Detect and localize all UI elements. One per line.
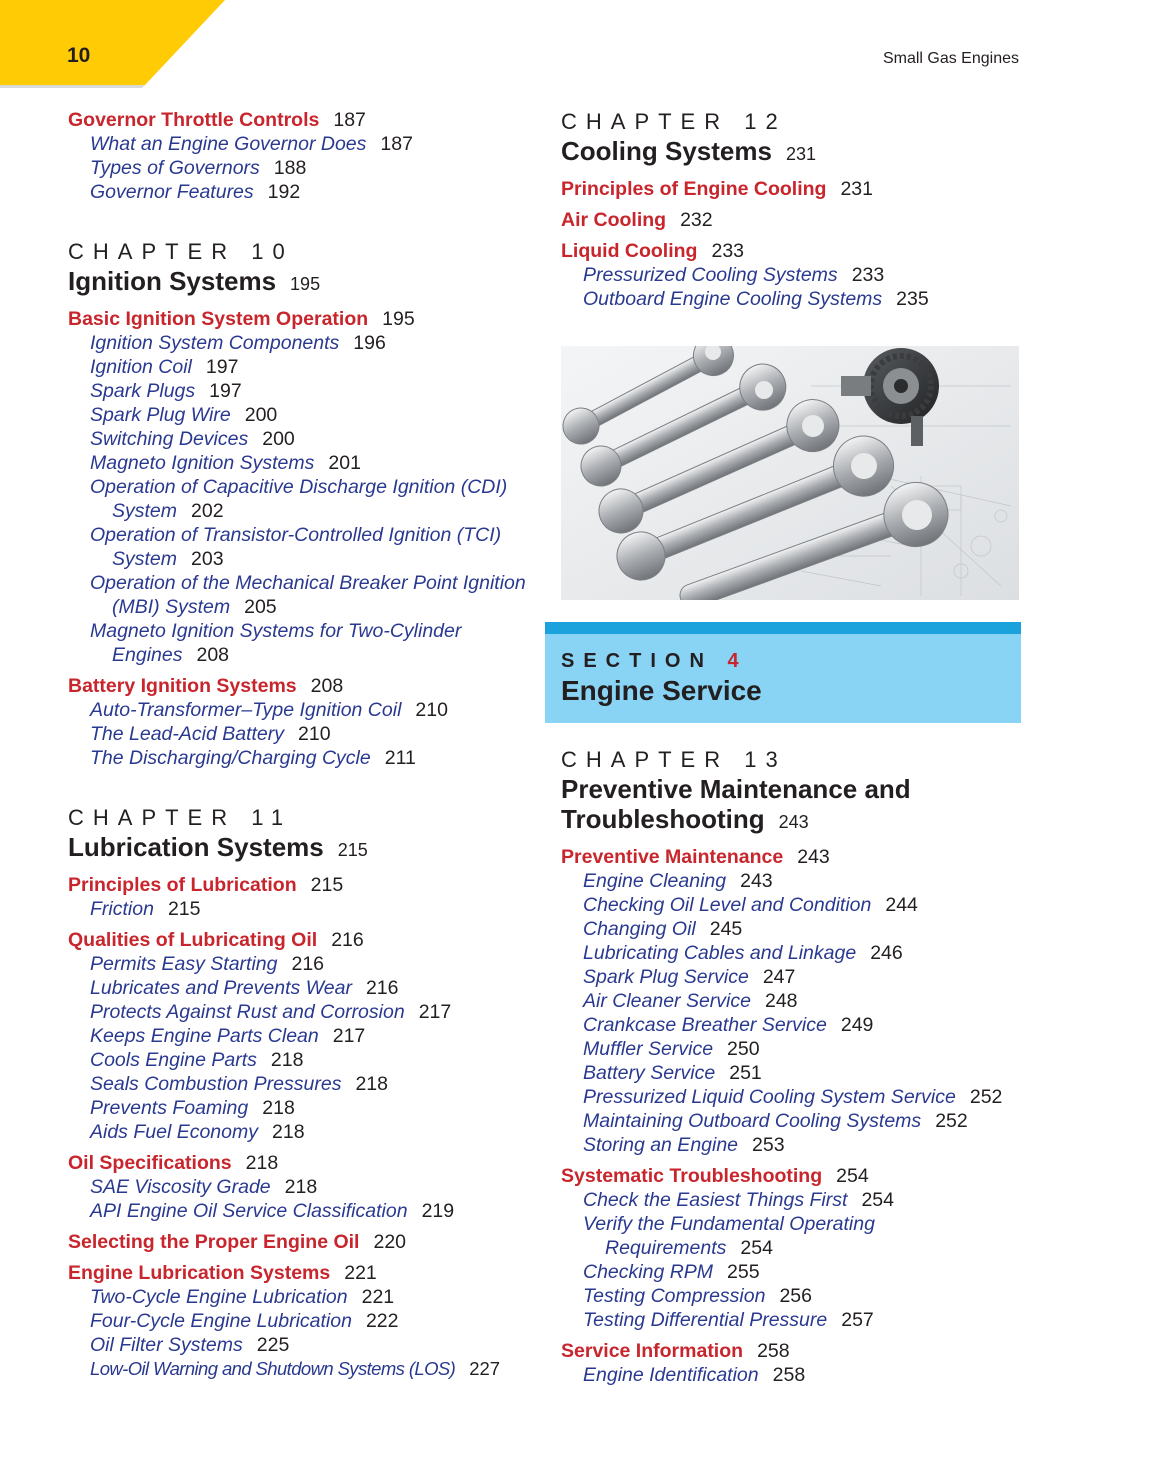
toc-section-battery-ignition: [68, 674, 538, 770]
toc-heading[interactable]: Qualities of Lubricating Oil 216: [68, 929, 364, 951]
toc-heading[interactable]: Basic Ignition System Operation 195: [68, 308, 415, 330]
toc-subheading[interactable]: Keeps Engine Parts Clean 217: [90, 1025, 366, 1047]
toc-section-service-information: [561, 1339, 1021, 1387]
toc-subheading[interactable]: Spark Plug Wire 200: [90, 404, 278, 426]
toc-section-qualities-oil: [68, 928, 538, 1144]
toc-subheading[interactable]: What an Engine Governor Does 187: [90, 133, 413, 155]
toc-subheading[interactable]: Checking RPM 255: [583, 1261, 760, 1283]
chapter-label: CHAPTER 13: [561, 747, 787, 772]
chapter-title[interactable]: Ignition Systems 195: [68, 266, 321, 296]
toc-heading[interactable]: Oil Specifications 218: [68, 1152, 279, 1174]
toc-section-principles-cooling: [561, 177, 1021, 201]
chapter-12-header: [561, 108, 1021, 169]
section-4-banner: [545, 622, 1021, 723]
page-number: 10: [67, 44, 91, 67]
corner-tab-graphic: [0, 0, 225, 90]
toc-subheading[interactable]: Protects Against Rust and Corrosion 217: [90, 1001, 452, 1023]
section-banner-line: [545, 622, 1021, 634]
toc-subheading[interactable]: Changing Oil 245: [583, 918, 743, 940]
toc-section-air-cooling: [561, 208, 1021, 232]
toc-section-oil-specifications: [68, 1151, 538, 1223]
toc-section-systematic-troubleshooting: [561, 1164, 1021, 1332]
toc-subheading[interactable]: Switching Devices 200: [90, 428, 295, 450]
toc-subheading[interactable]: The Lead-Acid Battery 210: [90, 723, 331, 745]
toc-subheading[interactable]: Check the Easiest Things First 254: [583, 1189, 894, 1211]
toc-subheading[interactable]: Four-Cycle Engine Lubrication 222: [90, 1310, 399, 1332]
toc-subheading[interactable]: Battery Service 251: [583, 1062, 762, 1084]
toc-right-column-bottom: [561, 746, 1021, 1394]
chapter-label: CHAPTER 12: [561, 109, 787, 134]
toc-subheading[interactable]: Crankcase Breather Service 249: [583, 1014, 874, 1036]
toc-subheading[interactable]: Oil Filter Systems 225: [90, 1334, 290, 1356]
toc-subheading[interactable]: Magneto Ignition Systems 201: [90, 452, 361, 474]
toc-heading[interactable]: Principles of Engine Cooling 231: [561, 178, 873, 200]
section-title[interactable]: Engine Service: [561, 675, 762, 706]
chapter-label: CHAPTER 11: [68, 805, 293, 830]
toc-subheading[interactable]: The Discharging/Charging Cycle 211: [90, 747, 416, 769]
chapter-11-header: [68, 804, 538, 865]
toc-subheading[interactable]: Pressurized Cooling Systems 233: [583, 264, 885, 286]
toc-subheading[interactable]: Verify the Fundamental Operating Requirements 254: [583, 1213, 875, 1259]
toc-subheading[interactable]: Two-Cycle Engine Lubrication 221: [90, 1286, 395, 1308]
chapter-13-header: [561, 746, 1021, 837]
toc-subheading[interactable]: Ignition System Components 196: [90, 332, 386, 354]
toc-subheading[interactable]: Types of Governors 188: [90, 157, 307, 179]
toc-heading[interactable]: Principles of Lubrication 215: [68, 874, 344, 896]
toc-heading[interactable]: Air Cooling 232: [561, 209, 713, 231]
toc-subheading[interactable]: Operation of the Mechanical Breaker Point Ignition (MBI) System 205: [90, 572, 526, 618]
toc-subheading[interactable]: Storing an Engine 253: [583, 1134, 785, 1156]
toc-section-principles-lubrication: [68, 873, 538, 921]
chapter-label: CHAPTER 10: [68, 239, 294, 264]
toc-heading[interactable]: Engine Lubrication Systems 221: [68, 1262, 377, 1284]
toc-subheading[interactable]: Outboard Engine Cooling Systems 235: [583, 288, 929, 310]
toc-subheading[interactable]: Air Cleaner Service 248: [583, 990, 798, 1012]
toc-subheading[interactable]: Checking Oil Level and Condition 244: [583, 894, 918, 916]
toc-heading[interactable]: Liquid Cooling 233: [561, 240, 745, 262]
toc-subheading[interactable]: Prevents Foaming 218: [90, 1097, 295, 1119]
toc-subheading[interactable]: Testing Compression 256: [583, 1285, 812, 1307]
toc-subheading[interactable]: Engine Cleaning 243: [583, 870, 773, 892]
toc-subheading[interactable]: Muffler Service 250: [583, 1038, 760, 1060]
toc-subheading[interactable]: Low-Oil Warning and Shutdown Systems (LOS) 227: [90, 1358, 501, 1379]
toc-subheading[interactable]: Maintaining Outboard Cooling Systems 252: [583, 1110, 968, 1132]
chapter-title[interactable]: Lubrication Systems 215: [68, 832, 368, 862]
toc-subheading[interactable]: Governor Features 192: [90, 181, 301, 203]
toc-section-selecting-oil: [68, 1230, 538, 1254]
toc-subheading[interactable]: Spark Plug Service 247: [583, 966, 796, 988]
toc-section-lubrication-systems: [68, 1261, 538, 1381]
toc-subheading[interactable]: Lubricating Cables and Linkage 246: [583, 942, 903, 964]
toc-subheading[interactable]: Engine Identification 258: [583, 1364, 806, 1386]
toc-section-liquid-cooling: [561, 239, 1021, 311]
toc-section-governor: [68, 108, 538, 204]
toc-subheading[interactable]: Aids Fuel Economy 218: [90, 1121, 305, 1143]
chapter-title-line-1[interactable]: Preventive Maintenance and: [561, 774, 911, 804]
toc-right-column-top: [561, 108, 1021, 318]
section-label: SECTION 4: [561, 650, 748, 672]
toc-subheading[interactable]: Seals Combustion Pressures 218: [90, 1073, 388, 1095]
toc-subheading[interactable]: Ignition Coil 197: [90, 356, 239, 378]
toc-subheading[interactable]: Magneto Ignition Systems for Two-Cylinder Engines 208: [90, 620, 462, 666]
chapter-10-header: [68, 238, 538, 299]
toc-subheading[interactable]: Auto-Transformer–Type Ignition Coil 210: [90, 699, 448, 721]
toc-subheading[interactable]: API Engine Oil Service Classification 219: [90, 1200, 455, 1222]
toc-subheading[interactable]: Spark Plugs 197: [90, 380, 242, 402]
toc-subheading[interactable]: Cools Engine Parts 218: [90, 1049, 304, 1071]
toc-subheading[interactable]: Operation of Capacitive Discharge Ignition (CDI) System 202: [90, 476, 508, 522]
toc-subheading[interactable]: Permits Easy Starting 216: [90, 953, 325, 975]
toc-heading[interactable]: Service Information 258: [561, 1340, 790, 1362]
wrenches-and-gear-photo: [561, 346, 1019, 600]
toc-subheading[interactable]: SAE Viscosity Grade 218: [90, 1176, 318, 1198]
toc-subheading[interactable]: Pressurized Liquid Cooling System Service 252: [583, 1086, 1003, 1108]
chapter-title-line-2[interactable]: Troubleshooting 243: [561, 804, 809, 834]
toc-heading[interactable]: Preventive Maintenance 243: [561, 846, 830, 868]
toc-heading[interactable]: Governor Throttle Controls 187: [68, 109, 366, 131]
toc-heading[interactable]: Systematic Troubleshooting 254: [561, 1165, 869, 1187]
toc-subheading[interactable]: Lubricates and Prevents Wear 216: [90, 977, 399, 999]
chapter-title[interactable]: Cooling Systems 231: [561, 136, 816, 166]
toc-heading[interactable]: Selecting the Proper Engine Oil 220: [68, 1231, 407, 1253]
toc-section-preventive-maintenance: [561, 845, 1021, 1157]
toc-subheading[interactable]: Operation of Transistor-Controlled Ignition (TCI) System 203: [90, 524, 502, 570]
toc-heading[interactable]: Battery Ignition Systems 208: [68, 675, 344, 697]
toc-left-column: [68, 108, 538, 1388]
toc-section-basic-ignition: [68, 307, 538, 667]
toc-subheading[interactable]: Testing Differential Pressure 257: [583, 1309, 874, 1331]
book-title: Small Gas Engines: [882, 50, 1019, 67]
toc-subheading[interactable]: Friction 215: [90, 898, 201, 920]
